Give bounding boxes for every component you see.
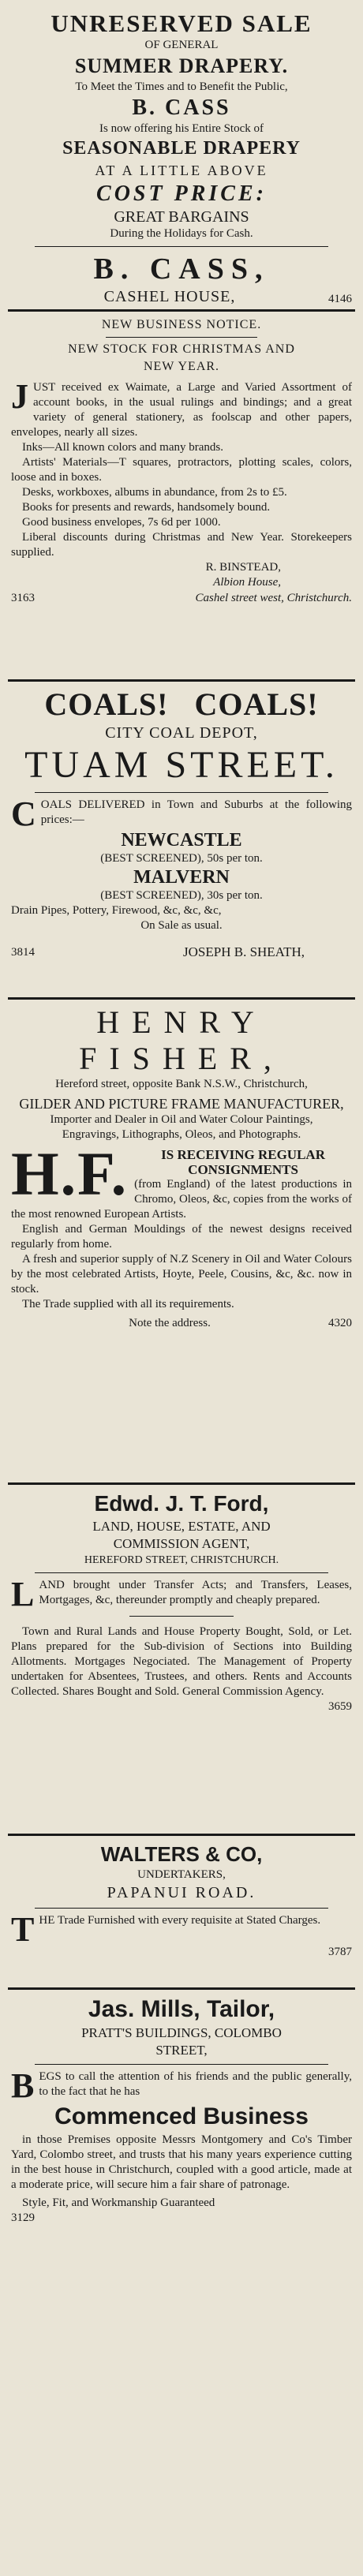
ad-headline: NEW YEAR. — [143, 360, 220, 373]
ad-text: Artists' Materials—T squares, protractors, plotting scales, colors, loose and in boxes. — [11, 456, 352, 484]
ad-address: PAPANUI ROAD. — [107, 1884, 256, 1901]
binstead-stationery-ad — [8, 312, 355, 682]
ad-subline: GREAT BARGAINS — [114, 208, 249, 226]
ad-footer — [11, 286, 352, 307]
ad-address: Cashel street west, Christchurch. — [195, 592, 352, 604]
ad-signature: JOSEPH B. SHEATH, — [183, 944, 305, 959]
ad-number: 3659 — [328, 1700, 352, 1713]
ad-text: Liberal discounts during Christmas and New Year. Storekeepers supplied. — [11, 531, 352, 559]
ad-text: Importer and Dealer in Oil and Water Colour Paintings, — [50, 1113, 313, 1126]
ad-paragraph — [11, 1575, 352, 1613]
ad-footer — [11, 1315, 352, 1331]
ad-number: 4146 — [328, 293, 352, 305]
ad-headline: NEW BUSINESS NOTICE. — [101, 318, 262, 331]
ad-name: Jas. Mills, Tailor, — [88, 1996, 275, 2022]
product-price: (BEST SCREENED), 30s per ton. — [100, 889, 263, 902]
ad-text: English and German Mouldings of the newest designs received regularly from home. — [11, 1223, 352, 1251]
ad-headline: TUAM STREET. — [24, 744, 339, 786]
ad-text: The Trade supplied with all its requirements. — [22, 1298, 234, 1310]
product-price: (BEST SCREENED), 50s per ton. — [100, 852, 263, 865]
divider — [35, 792, 328, 793]
ad-text: Inks—All known colors and many brands. — [22, 441, 223, 454]
ad-number: 4320 — [328, 1317, 352, 1329]
ad-headline: COALS! COALS! — [44, 686, 319, 722]
ad-subline: OF GENERAL — [144, 39, 219, 51]
divider — [35, 246, 328, 247]
mills-tailor-ad — [8, 1990, 355, 2232]
newspaper-column — [8, 0, 355, 2232]
ad-address: HEREFORD STREET, CHRISTCHURCH. — [84, 1554, 279, 1566]
ad-text: OALS DELIVERED in Town and Suburbs at the following prices:— — [40, 798, 352, 826]
ad-address: STREET, — [155, 2043, 208, 2058]
ad-paragraph — [11, 1910, 352, 1949]
sheath-coal-ad — [8, 682, 355, 1000]
ad-subline: UNDERTAKERS, — [137, 1868, 226, 1881]
product-name: MALVERN — [133, 867, 230, 888]
ad-text: Desks, workboxes, albums in abundance, from 2s to £5. — [22, 486, 287, 499]
hf-monogram: H.F. — [11, 1139, 129, 1208]
ad-text: HE Trade Furnished with every requisite at Stated Charges. — [39, 1914, 321, 1927]
ad-paragraph — [11, 2066, 352, 2105]
ad-headline: UNRESERVED SALE — [51, 9, 312, 37]
ad-footer — [11, 590, 352, 606]
ad-number: 3787 — [328, 1946, 352, 1958]
ad-text: Engravings, Lithographs, Oleos, and Photographs. — [62, 1128, 301, 1141]
ad-subline: COMMISSION AGENT, — [113, 1536, 250, 1551]
ad-signature: R. BINSTEAD, — [205, 561, 281, 574]
ad-text: AND brought under Transfer Acts; and Transfers, Leases, Mortgages, &c, thereunder promptly and cheaply prepared. — [39, 1579, 352, 1606]
drop-cap: B — [11, 2066, 35, 2105]
drop-cap: J — [11, 377, 28, 416]
ad-text: UST received ex Waimate, a Large and Varied Assortment of account books, in the usual rulings and bindings; and a great variety of general stationery, as foolscap and other papers, envelopes, nearly all sizes. — [11, 381, 352, 439]
ad-name: Edwd. J. T. Ford, — [94, 1491, 269, 1516]
ad-text: Books for presents and rewards, handsomely bound. — [22, 501, 271, 514]
ad-signature: Albion House, — [213, 576, 281, 589]
ad-note: Note the address. — [129, 1317, 211, 1329]
ad-headline: IS RECEIVING REGULAR — [161, 1147, 325, 1162]
ad-text: Good business envelopes, 7s 6d per 1000. — [22, 516, 221, 529]
ad-subline: CITY COAL DEPOT, — [105, 724, 258, 742]
ad-number: 3814 — [11, 946, 35, 959]
fisher-picture-ad — [8, 1000, 355, 1485]
ad-number: 3129 — [11, 2211, 35, 2224]
drop-cap: T — [11, 1910, 35, 1949]
ad-headline: NEW STOCK FOR CHRISTMAS AND — [68, 342, 295, 356]
ad-text: Is now offering his Entire Stock of — [99, 122, 264, 135]
divider — [106, 337, 257, 338]
ad-text: Style, Fit, and Workmanship Guaranteed — [22, 2197, 215, 2209]
ad-name: WALTERS & CO, — [100, 1842, 263, 1866]
ad-name: B. CASS — [132, 95, 231, 120]
ad-text: Drain Pipes, Pottery, Firewood, &c, &c, &c, — [11, 904, 222, 917]
divider — [35, 1908, 328, 1909]
ad-footer — [11, 944, 352, 960]
ad-subline: LAND, HOUSE, ESTATE, AND — [92, 1519, 271, 1534]
walters-undertakers-ad — [8, 1836, 355, 1990]
ad-text: To Meet the Times and to Benefit the Public, — [75, 80, 288, 93]
ad-number: 3163 — [11, 592, 35, 604]
ad-text: EGS to call the attention of his friends and the public generally, to the fact that he has — [39, 2070, 352, 2098]
ad-text: Town and Rural Lands and House Property Bought, Sold, or Let. Plans prepared for the Sub-division of Sections into Building Allotments. Mortgages Negociated. The Management of Property undertaken for Absentees, Trustees, and others. Rents and Accounts Collected. Shares Bought and Sold. General Commission Agency. — [11, 1625, 352, 1698]
ad-text: Hereford street, opposite Bank N.S.W., Christchurch, — [55, 1078, 308, 1090]
ad-address: CASHEL HOUSE, — [103, 288, 236, 305]
ad-paragraph — [11, 377, 352, 440]
divider — [129, 1616, 234, 1617]
ad-headline: GILDER AND PICTURE FRAME MANUFACTURER, — [19, 1096, 344, 1112]
product-name: NEWCASTLE — [121, 830, 242, 851]
ad-headline: SEASONABLE DRAPERY — [62, 138, 301, 159]
ad-subline: AT A LITTLE ABOVE — [95, 163, 268, 178]
ad-name: HENRY FISHER, — [79, 1004, 284, 1076]
ad-headline: COST PRICE: — [96, 181, 267, 206]
drop-cap: C — [11, 794, 36, 833]
ad-name: B. CASS, — [93, 252, 270, 286]
ad-text: On Sale as usual. — [140, 919, 223, 932]
ad-text: A fresh and superior supply of N.Z Scenery in Oil and Water Colours by the most celebrated Artists, Hoyte, Peele, Cousins, &c, &c. now in stock. — [11, 1253, 352, 1295]
hf-block — [11, 1139, 352, 1222]
ad-text: in those Premises opposite Messrs Montgomery and Co's Timber Yard, Colombo street, and trusts that his many years experience cutting in the best house in Christchurch, coupled with a good article, made at a moderate price, will secure him a fair share of patronage. — [11, 2133, 352, 2191]
ford-agent-ad — [8, 1485, 355, 1836]
ad-paragraph — [11, 794, 352, 833]
ad-text: (from England) of the latest productions in Chromo, Oleos, &c, copies from the works of the most renowned European Artists. — [11, 1178, 352, 1221]
ad-headline: CONSIGNMENTS — [188, 1162, 298, 1177]
ad-headline: SUMMER DRAPERY. — [74, 54, 289, 77]
drop-cap: L — [11, 1575, 35, 1613]
divider — [35, 2064, 328, 2065]
ad-headline: Commenced Business — [54, 2103, 309, 2129]
ad-text: During the Holidays for Cash. — [110, 227, 253, 240]
divider — [35, 1572, 328, 1573]
ad-address: PRATT'S BUILDINGS, COLOMBO — [81, 2025, 282, 2040]
cass-drapery-ad — [8, 5, 355, 312]
